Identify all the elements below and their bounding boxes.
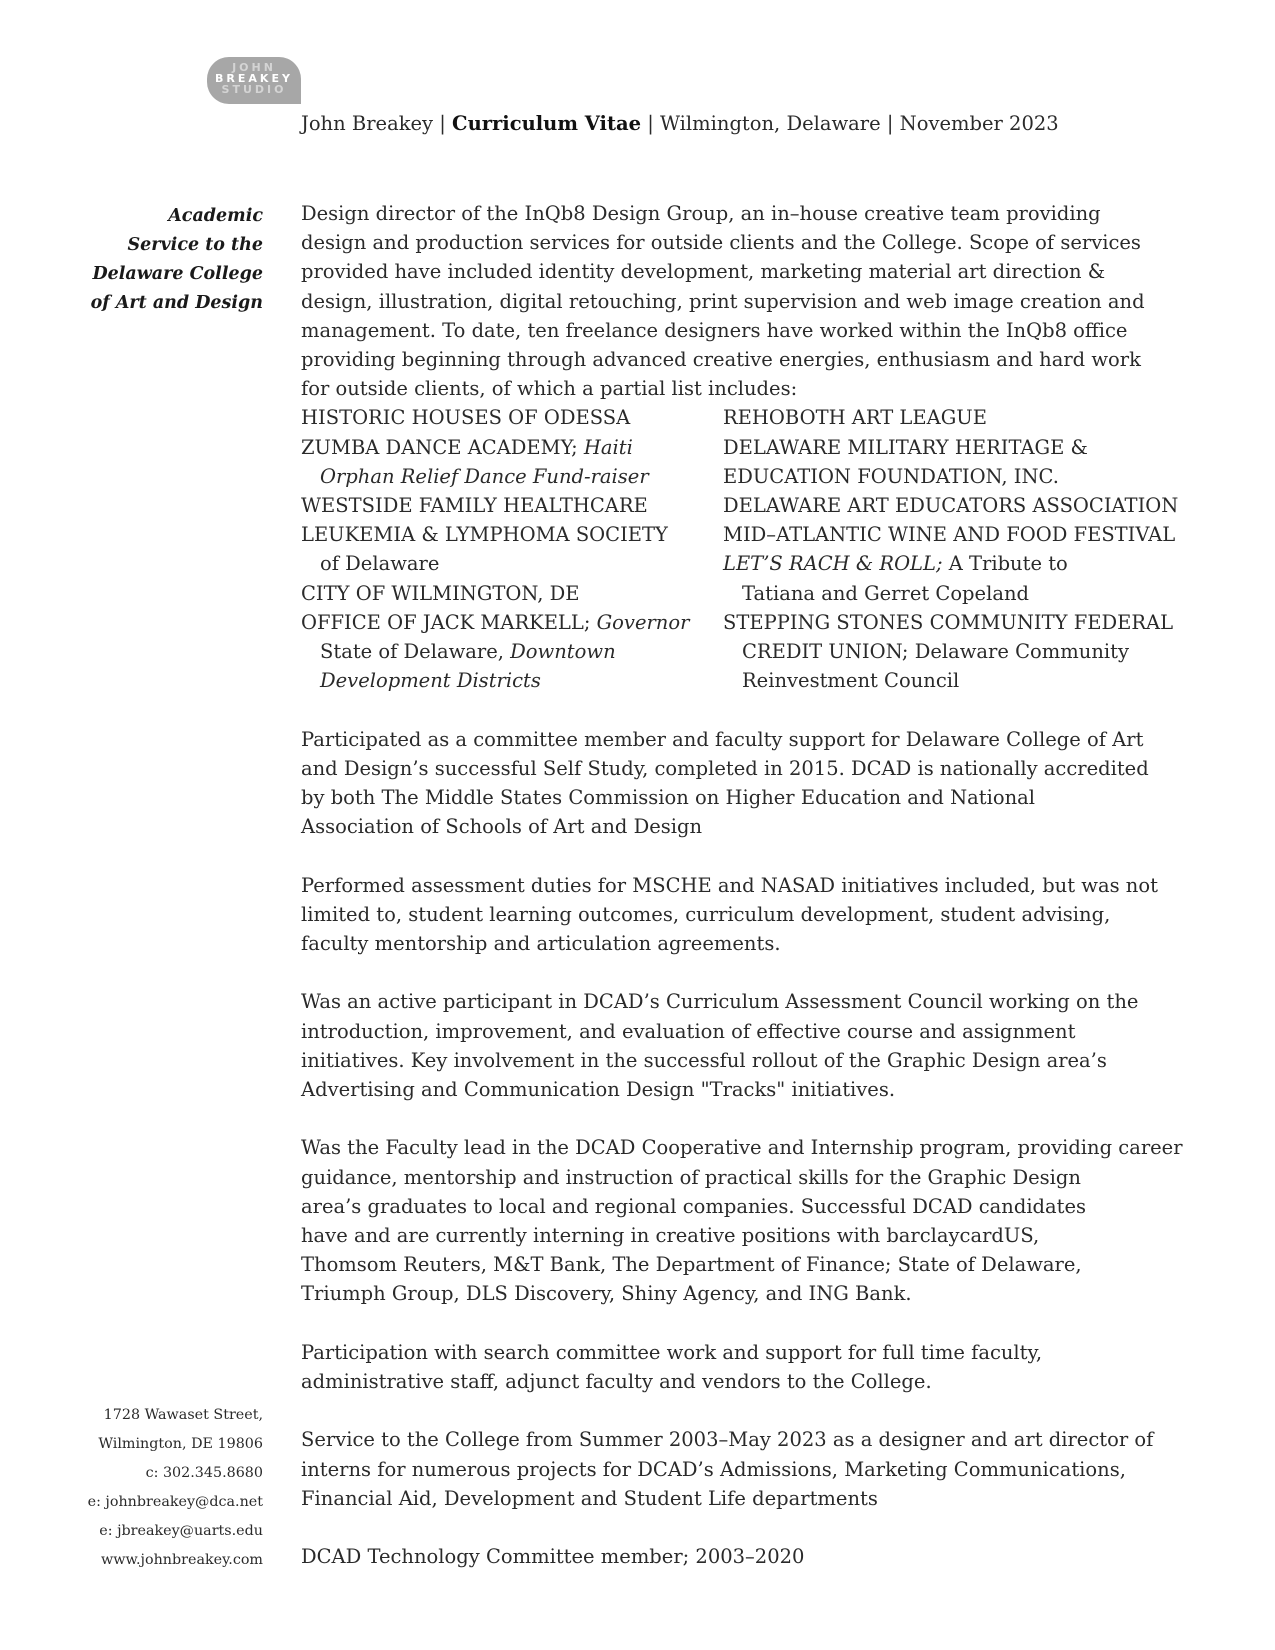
text-line: administrative staff, adjunct faculty and vendors to the College. <box>301 1370 932 1394</box>
section-label-line: Delaware College <box>92 264 263 284</box>
text-line: provided have included identity development, marketing material art direction & <box>301 260 1106 284</box>
client-item: LEUKEMIA & LYMPHOMA SOCIETY <box>301 523 668 547</box>
text-line: design and production services for outside clients and the College. Scope of services <box>301 231 1141 255</box>
client-item: DELAWARE MILITARY HERITAGE & <box>723 435 1088 459</box>
contact-email[interactable]: e: johnbreakey@dca.net <box>87 1494 263 1510</box>
client-item-continued: CREDIT UNION; Delaware Community <box>742 640 1129 664</box>
header-separator: | <box>433 112 453 135</box>
text-line: for outside clients, of which a partial list includes: <box>301 377 798 401</box>
client-item: DELAWARE ART EDUCATORS ASSOCIATION <box>723 494 1179 518</box>
client-note: LET’S RACH & ROLL; <box>723 552 943 576</box>
contact-email[interactable]: e: jbreakey@uarts.edu <box>99 1523 263 1539</box>
intro-paragraph <box>301 199 1151 403</box>
client-name: ZUMBA DANCE ACADEMY; <box>301 435 584 459</box>
client-item-continued <box>301 637 723 666</box>
text-line: design, illustration, digital retouching, print supervision and web image creation and <box>301 289 1145 313</box>
logo-line-1: JOHN <box>232 61 276 74</box>
text-line: Was an active participant in DCAD’s Curriculum Assessment Council working on the <box>301 990 1139 1014</box>
text-line: Design director of the InQb8 Design Group, an in–house creative team providing <box>301 202 1101 225</box>
text-line: limited to, student learning outcomes, curriculum development, student advising, <box>301 902 1111 926</box>
client-note: Haiti <box>583 435 633 459</box>
text-line: guidance, mentorship and instruction of practical skills for the Graphic Design <box>301 1165 1081 1189</box>
client-item: STEPPING STONES COMMUNITY FEDERAL <box>723 610 1174 634</box>
logo-line-3: STUDIO <box>221 83 287 96</box>
header-date: November 2023 <box>899 112 1059 135</box>
client-item-continued: Reinvestment Council <box>742 669 960 693</box>
section-label-line: Academic <box>168 206 263 226</box>
text-line: Was the Faculty lead in the DCAD Cooperative and Internship program, providing career <box>301 1136 1183 1160</box>
text-line: Service to the College from Summer 2003–May 2023 as a designer and art director of <box>301 1428 1154 1452</box>
text-line: have and are currently interning in creative positions with barclaycardUS, <box>301 1224 1040 1248</box>
text-line: Participated as a committee member and faculty support for Delaware College of Art <box>301 727 1144 751</box>
client-item-continued: of Delaware <box>320 552 440 576</box>
text-line: introduction, improvement, and evaluation of effective course and assignment <box>301 1019 1076 1043</box>
text-line: Triumph Group, DLS Discovery, Shiny Agency, and ING Bank. <box>301 1282 912 1306</box>
header-name: John Breakey <box>301 112 434 135</box>
paragraph-curriculum <box>301 987 1151 1104</box>
document-header <box>301 112 1059 135</box>
text-line: and Design’s successful Self Study, completed in 2015. DCAD is nationally accredited <box>301 756 1149 780</box>
client-item <box>723 549 1151 578</box>
section-label <box>40 202 263 318</box>
text-line: DCAD Technology Committee member; 2003–2020 <box>301 1545 805 1569</box>
client-item: MID–ATLANTIC WINE AND FOOD FESTIVAL <box>723 523 1176 547</box>
paragraph-service <box>301 1425 1154 1513</box>
text-line: Advertising and Communication Design "Tracks" initiatives. <box>301 1078 896 1102</box>
text-line: management. To date, ten freelance designers have worked within the InQb8 office <box>301 318 1128 342</box>
client-note: Orphan Relief Dance Fund-raiser <box>320 464 649 488</box>
paragraph-assessment <box>301 871 1158 959</box>
client-item <box>301 608 723 637</box>
client-item-continued: Tatiana and Gerret Copeland <box>742 581 1029 605</box>
text-line: interns for numerous projects for DCAD’s Admissions, Marketing Communications, <box>301 1457 1126 1481</box>
section-label-line: Service to the <box>127 235 263 255</box>
text-line: Thomsom Reuters, M&T Bank, The Department of Finance; State of Delaware, <box>301 1253 1082 1277</box>
paragraph-internship <box>301 1133 1183 1308</box>
client-item: WESTSIDE FAMILY HEALTHCARE <box>301 494 648 518</box>
client-name: OFFICE OF JACK MARKELL; <box>301 610 597 634</box>
client-note: Downtown <box>510 640 616 664</box>
client-note: Governor <box>596 610 690 634</box>
client-item: HISTORIC HOUSES OF ODESSA <box>301 406 631 430</box>
contact-address-city: Wilmington, DE 19806 <box>98 1436 263 1452</box>
paragraph-technology-committee <box>301 1542 1151 1571</box>
client-item-continued <box>301 666 723 695</box>
studio-logo <box>207 57 301 104</box>
contact-address-street: 1728 Wawaset Street, <box>103 1407 263 1423</box>
section-label-line: of Art and Design <box>90 293 263 313</box>
text-line: faculty mentorship and articulation agreements. <box>301 932 781 956</box>
main-content <box>301 199 1183 1571</box>
header-separator: | <box>880 112 900 135</box>
client-name: State of Delaware, <box>320 640 511 664</box>
client-column-right <box>723 403 1179 695</box>
text-line: Financial Aid, Development and Student Life departments <box>301 1486 878 1510</box>
paragraph-search-committee <box>301 1338 1151 1396</box>
text-line: initiatives. Key involvement in the successful rollout of the Graphic Design area’s <box>301 1048 1107 1072</box>
client-column-left <box>301 403 723 695</box>
client-note: Development Districts <box>320 669 541 693</box>
header-doc-title: Curriculum Vitae <box>452 112 642 135</box>
header-location: Wilmington, Delaware <box>659 112 881 135</box>
logo-line-2: BREAKEY <box>215 72 293 85</box>
text-line: Participation with search committee work and support for full time faculty, <box>301 1340 1043 1364</box>
client-item: EDUCATION FOUNDATION, INC. <box>723 464 1059 488</box>
client-name: A Tribute to <box>942 552 1068 576</box>
contact-phone: c: 302.345.8680 <box>145 1465 263 1481</box>
text-line: area’s graduates to local and regional companies. Successful DCAD candidates <box>301 1194 1087 1218</box>
client-item-continued <box>301 462 723 491</box>
client-item <box>301 433 723 462</box>
text-line: Performed assessment duties for MSCHE and NASAD initiatives included, but was not <box>301 873 1158 897</box>
client-item: REHOBOTH ART LEAGUE <box>723 406 987 430</box>
contact-info <box>40 1401 263 1575</box>
contact-website[interactable]: www.johnbreakey.com <box>100 1552 263 1568</box>
text-line: by both The Middle States Commission on Higher Education and National <box>301 786 1036 810</box>
paragraph-self-study <box>301 725 1151 842</box>
header-separator: | <box>641 112 660 135</box>
client-list <box>301 403 1179 695</box>
client-item: CITY OF WILMINGTON, DE <box>301 581 580 605</box>
text-line: Association of Schools of Art and Design <box>301 815 703 839</box>
text-line: providing beginning through advanced creative energies, enthusiasm and hard work <box>301 348 1141 372</box>
